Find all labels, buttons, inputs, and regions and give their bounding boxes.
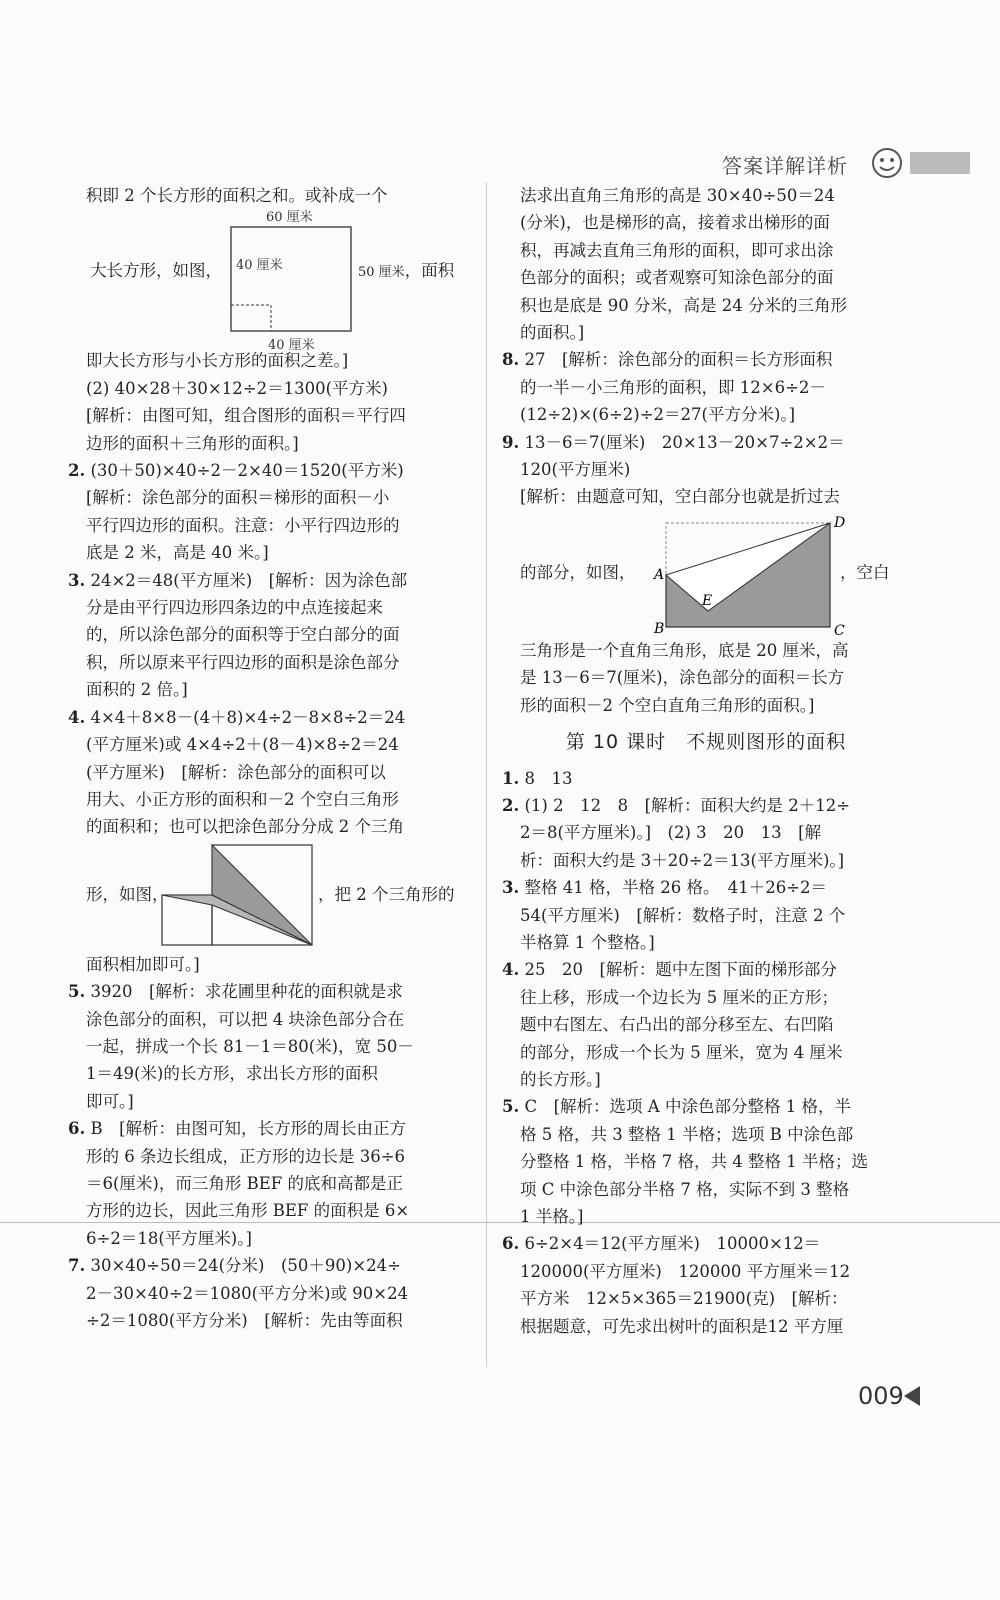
text-line: 涂色部分的面积，可以把 4 块涂色部分合在 [86, 1009, 404, 1029]
text-line: 面积的 2 倍。] [86, 680, 188, 700]
text-line: 格 5 格，共 3 整格 1 半格；选项 B 中涂色部 [520, 1124, 854, 1144]
question-number: 4. [68, 707, 86, 727]
fig1-top-label: 60 厘米 [266, 210, 313, 226]
text-line: 法求出直角三角形的高是 30×40÷50＝24 [520, 186, 835, 205]
question-number: 4. [502, 960, 520, 980]
text-line: 2＝8(平方厘米)。] (2) 3 20 13 [解 [520, 823, 822, 843]
text-line: 24×2＝48(平方厘米) [解析：因为涂色部 [90, 570, 408, 590]
figure-two-squares [160, 843, 320, 949]
smiley-icon [870, 146, 904, 180]
question-number: 9. [502, 432, 520, 452]
text-line: 积，再减去直角三角形的面积，即可求出涂 [520, 240, 834, 260]
question-number: 6. [68, 1119, 86, 1139]
text-line: B [解析：由图可知，长方形的周长由正方 [90, 1119, 407, 1139]
text-line: 1＝49(米)的长方形，求出长方形的面积 [86, 1064, 378, 1084]
text-line: ＝6(厘米)，而三角形 BEF 的底和高都是正 [86, 1173, 403, 1193]
text-line: (平方厘米)或 4×4÷2＋(8－4)×8÷2＝24 [86, 735, 399, 755]
text-line: 积也是底是 90 分米，高是 24 分米的三角形 [520, 295, 847, 315]
question-number: 3. [68, 570, 86, 590]
text-line: 54(平方厘米) [解析：数格子时，注意 2 个 [520, 905, 846, 925]
text-line: 三角形是一个直角三角形，底是 20 厘米，高 [520, 640, 849, 660]
text-line: 大长方形，如图， [90, 261, 222, 281]
text-line: 4×4＋8×8－(4＋8)×4÷2－8×8÷2＝24 [90, 707, 406, 727]
text-line: ÷2＝1080(平方分米) [解析：先由等面积 [86, 1311, 403, 1330]
label-C: C [834, 622, 845, 639]
text-line: 120(平方厘米) [520, 460, 631, 480]
text-line: 6÷2×4＝12(平方厘米) 10000×12＝ [524, 1234, 821, 1254]
label-A: A [654, 566, 665, 583]
text-line: 题中右图左、右凸出的部分移至左、右凹陷 [520, 1015, 834, 1035]
question-number: 6. [502, 1234, 520, 1254]
right-column [502, 182, 910, 1340]
column-divider [486, 182, 487, 1367]
text-line: 的面积和；也可以把涂色部分分成 2 个三角 [86, 817, 404, 837]
fig1-right-label: 50 厘米 [358, 265, 405, 281]
text-line: (平方厘米) [解析：涂色部分的面积可以 [86, 762, 386, 782]
label-E: E [702, 592, 713, 609]
text-line: 是 13－6＝7(厘米)，涂色部分的面积＝长方 [520, 668, 845, 688]
label-D: D [834, 514, 846, 531]
question-number: 8. [502, 350, 520, 370]
header-bar [910, 152, 970, 174]
question-number: 3. [502, 878, 520, 898]
page-number: 009 [858, 1382, 904, 1410]
text-line: (2) 40×28＋30×12÷2＝1300(平方米) [86, 378, 388, 398]
text-line: 1 半格。] [520, 1207, 584, 1226]
text-line: 的部分，如图， [520, 562, 636, 582]
question-number: 5. [502, 1097, 520, 1117]
figure-folded-rectangle [646, 513, 846, 637]
label-B: B [654, 620, 665, 637]
text-line: 的面积。] [520, 323, 585, 343]
text-line: 整格 41 格，半格 26 格。 41＋26÷2＝ [524, 878, 828, 898]
text-line: 一起，拼成一个长 81－1＝80(米)，宽 50－ [86, 1036, 414, 1056]
text-line: 120000(平方厘米) 120000 平方厘米＝12 [520, 1261, 851, 1281]
text-line: [解析：涂色部分的面积＝梯形的面积－小 [86, 488, 390, 508]
text-line: 8 13 [524, 768, 573, 788]
question-number: 5. [68, 982, 86, 1002]
fig1-inner-label: 40 厘米 [236, 258, 283, 274]
text-line: 分整格 1 格，半格 7 格，共 4 整格 1 半格；选 [520, 1152, 868, 1172]
text-line: 形的 6 条边长组成，正方形的边长是 36÷6 [86, 1146, 406, 1166]
text-line: [解析：由图可知，组合图形的面积＝平行四 [86, 406, 406, 426]
text-line: 6÷2＝18(平方厘米)。] [86, 1228, 252, 1248]
text-line: 面积相加即可。] [86, 954, 200, 974]
question-number: 2. [68, 461, 86, 481]
text-line: 的部分，形成一个长为 5 厘米，宽为 4 厘米 [520, 1042, 843, 1062]
text-line: 根据题意，可先求出树叶的面积是12 平方厘 [520, 1316, 844, 1336]
text-line: 边形的面积＋三角形的面积。] [86, 433, 299, 453]
text-line: 析：面积大约是 3＋20÷2＝13(平方厘米)。] [520, 850, 845, 870]
text-line: 的长方形。] [520, 1069, 601, 1089]
text-line: 3920 [解析：求花圃里种花的面积就是求 [90, 982, 403, 1002]
text-line: 底是 2 米，高是 40 米。] [86, 543, 269, 563]
text-line: ，空白 [840, 562, 890, 582]
text-line: (1) 2 12 8 [解析：面积大约是 2＋12÷ [524, 795, 851, 815]
text-line: 即大长方形与小长方形的面积之差。] [86, 351, 349, 371]
text-line: 分是由平行四边形四条边的中点连接起来 [86, 598, 383, 618]
text-line: C [解析：选项 A 中涂色部分整格 1 格，半 [524, 1097, 851, 1117]
text-line: [解析：由题意可知，空白部分也就是折过去 [520, 487, 840, 507]
text-line: 即可。] [86, 1091, 134, 1111]
figure-row-squares [68, 841, 470, 951]
figure-row-rectangles [68, 209, 470, 354]
text-line: 平行四边形的面积。注意：小平行四边形的 [86, 515, 400, 535]
question-number: 1. [502, 768, 520, 788]
text-line: 积，所以原来平行四边形的面积是涂色部分 [86, 652, 400, 672]
text-line: (分米)，也是梯形的高，接着求出梯形的面 [520, 213, 830, 233]
text-line: 平方米 12×5×365＝21900(克) [解析： [520, 1289, 848, 1309]
text-line: 形，如图， [86, 884, 169, 904]
left-column [68, 182, 470, 1334]
text-line: 13－6＝7(厘米) 20×13－20×7÷2×2＝ [524, 432, 845, 452]
text-line: 形的面积－2 个空白直角三角形的面积。] [520, 695, 815, 715]
question-number: 2. [502, 795, 520, 815]
text-line: 色部分的面积；或者观察可知涂色部分的面 [520, 268, 834, 288]
figure-row-folded-rectangle [502, 511, 910, 637]
text-line: 2－30×40÷2＝1080(平方分米)或 90×24 [86, 1283, 409, 1303]
text-line: ，把 2 个三角形的 [318, 884, 455, 904]
lesson-heading: 第 10 课时 不规则图形的面积 [565, 731, 847, 754]
fig1-bottom-label: 40 厘米 [268, 338, 315, 354]
text-line: 积即 2 个长方形的面积之和。或补成一个 [86, 186, 388, 205]
text-line: 用大、小正方形的面积和－2 个空白三角形 [86, 789, 399, 809]
text-line: (30＋50)×40÷2－2×40＝1520(平方米) [90, 461, 404, 481]
text-line: 方形的边长，因此三角形 BEF 的面积是 6× [86, 1201, 410, 1221]
text-line: 往上移，形成一个边长为 5 厘米的正方形； [520, 987, 838, 1007]
text-line: 25 20 [解析：题中左图下面的梯形部分 [524, 960, 837, 980]
text-line: (12÷2)×(6÷2)÷2＝27(平方分米)。] [520, 405, 796, 425]
text-line: ，面积 [404, 261, 455, 281]
question-number: 7. [68, 1256, 86, 1276]
triangle-left-icon [904, 1386, 920, 1406]
text-line: 的，所以涂色部分的面积等于空白部分的面 [86, 625, 400, 645]
text-line: 的一半－小三角形的面积，即 12×6÷2－ [520, 377, 826, 397]
text-line: 半格算 1 个整格。] [520, 932, 655, 952]
text-line: 项 C 中涂色部分半格 7 格，实际不到 3 整格 [520, 1179, 850, 1199]
text-line: 27 [解析：涂色部分的面积＝长方形面积 [524, 350, 833, 370]
header-title: 答案详解详析 [722, 154, 848, 178]
text-line: 30×40÷50＝24(分米) (50＋90)×24÷ [90, 1256, 402, 1276]
